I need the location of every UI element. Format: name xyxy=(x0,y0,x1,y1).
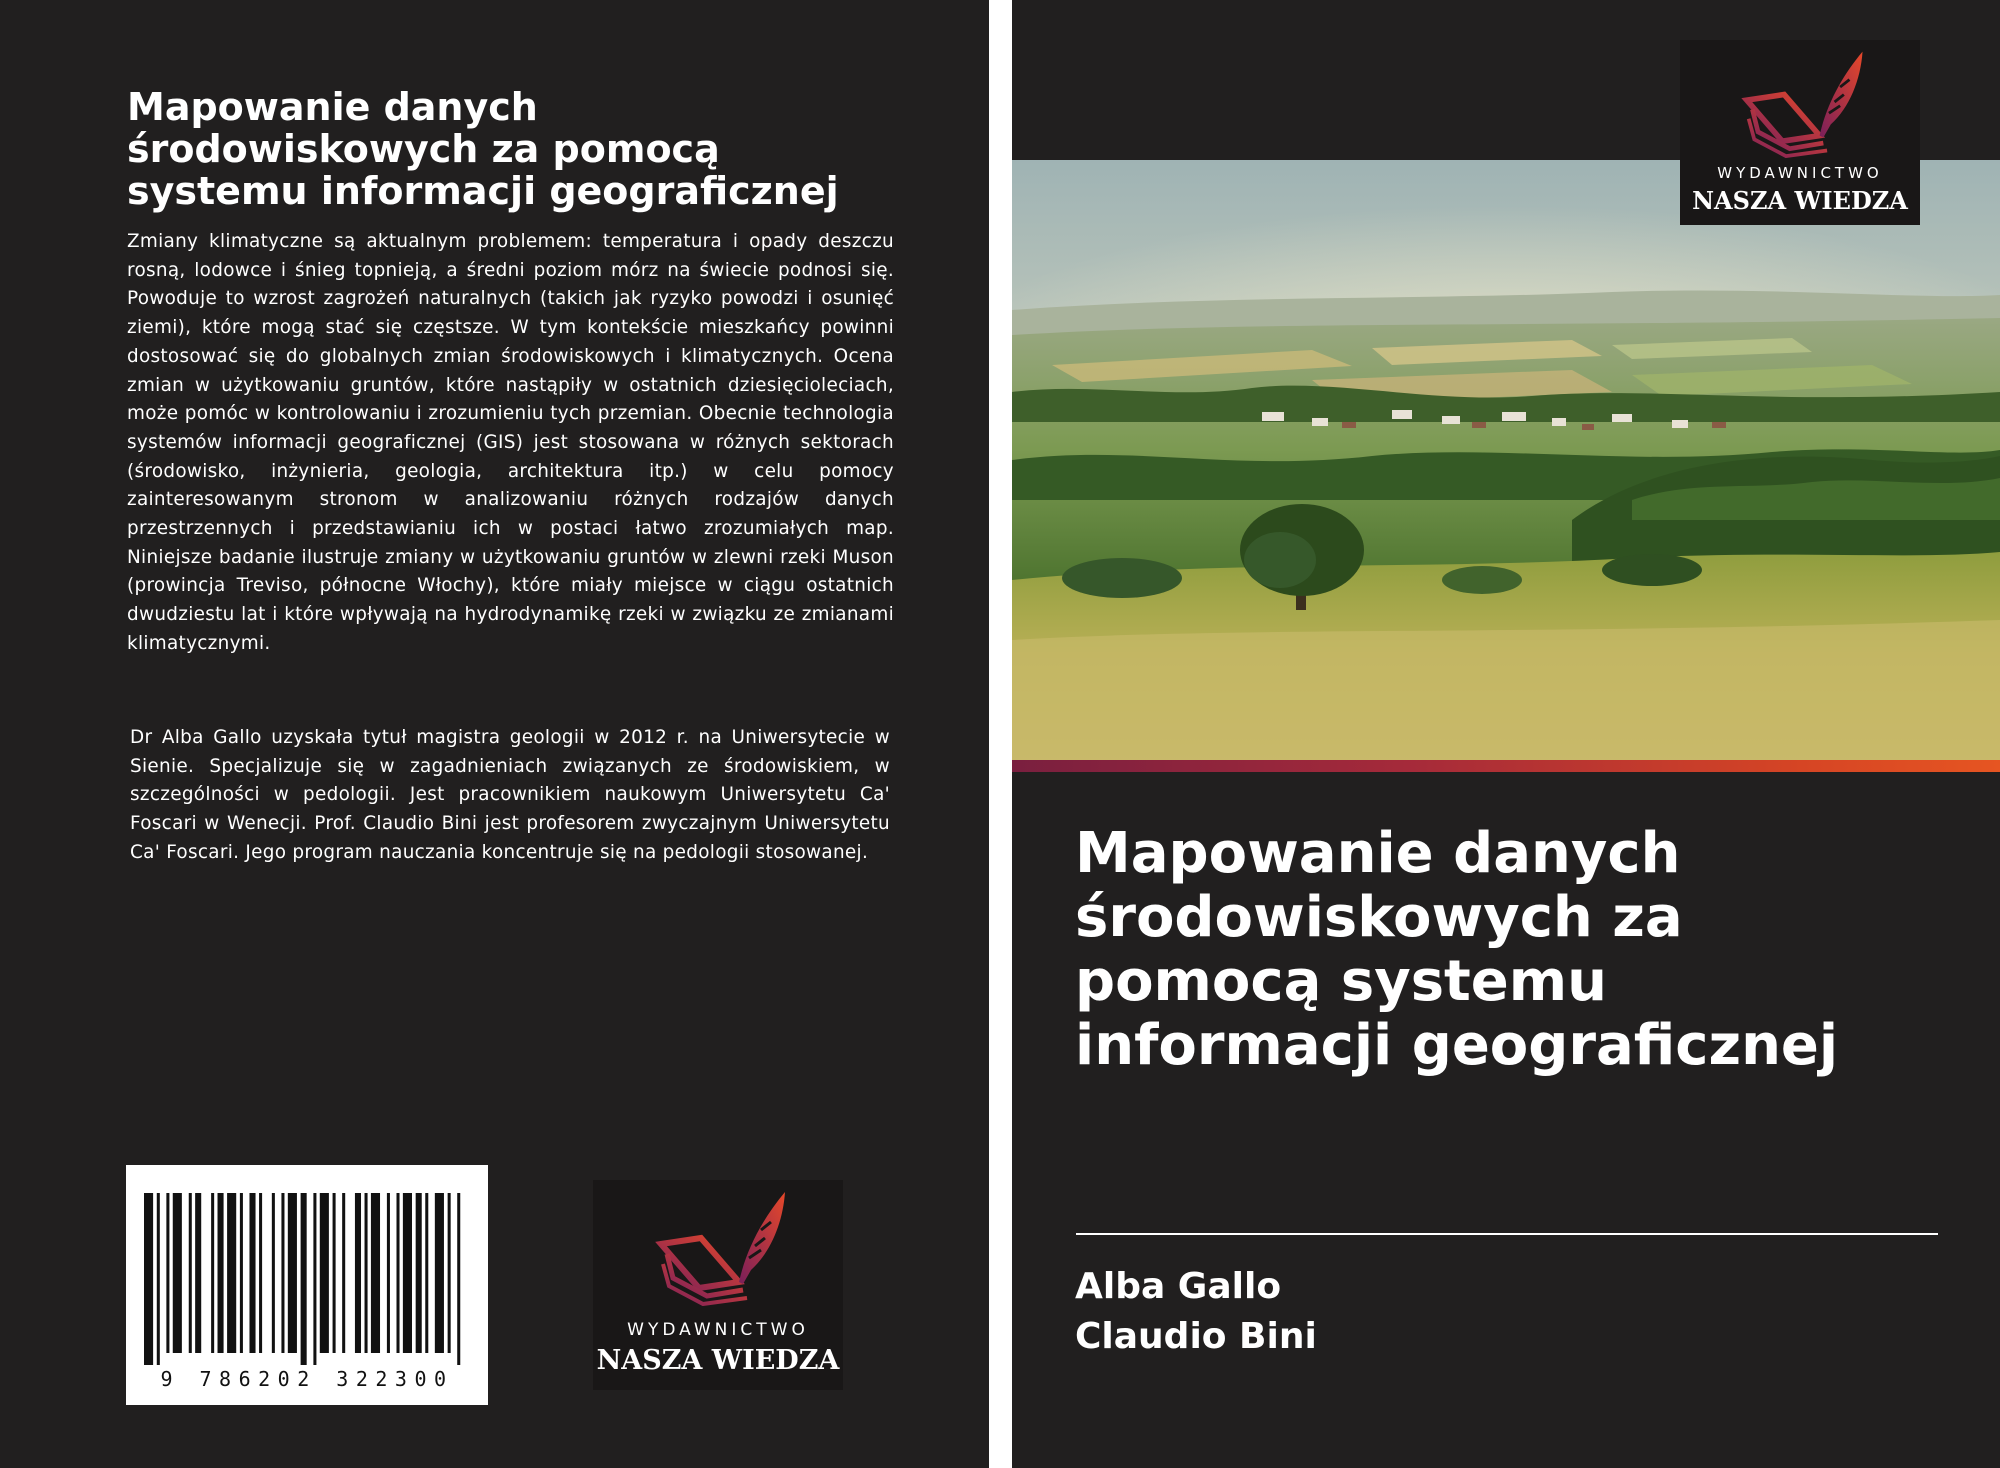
publisher-name: NASZA WIEDZA xyxy=(1692,186,1908,215)
barcode-bar xyxy=(157,1193,160,1365)
barcode-bar xyxy=(448,1193,451,1353)
back-cover-title xyxy=(127,86,927,212)
back-title-line: systemu informacji geograficznej xyxy=(127,169,839,213)
accent-stripe xyxy=(1012,760,2000,772)
barcode-bar xyxy=(435,1193,444,1353)
barcode-bar xyxy=(333,1193,336,1353)
publisher-name: NASZA WIEDZA xyxy=(596,1345,840,1376)
front-title-line: środowiskowych za xyxy=(1075,885,1683,950)
book-quill-icon xyxy=(1730,46,1870,158)
back-title-line: Mapowanie danych xyxy=(127,85,538,129)
barcode-bar xyxy=(288,1193,297,1353)
barcode-bar xyxy=(355,1193,361,1353)
author-name: Claudio Bini xyxy=(1075,1316,1317,1357)
barcode-bar xyxy=(387,1193,390,1353)
barcode-bar xyxy=(342,1193,345,1353)
book-quill-icon xyxy=(643,1186,793,1306)
barcode-bar xyxy=(166,1193,169,1353)
barcode-bar xyxy=(416,1193,422,1353)
barcode-bar xyxy=(425,1193,428,1353)
publisher-logo-back xyxy=(593,1180,843,1390)
barcode-bar xyxy=(211,1193,214,1353)
barcode-bar xyxy=(371,1193,380,1353)
barcode-bar xyxy=(195,1193,201,1353)
barcode-bar xyxy=(403,1193,412,1353)
barcode-bar xyxy=(227,1193,236,1353)
back-cover-blurb: Zmiany klimatyczne są aktualnym problemem: temperatura i opady deszczu rosną, lodowce i śnieg topnieją, a średni poziom mórz na świecie podnosi się. Powoduje to wzrost zagrożeń naturalnych (takich jak ryzyko powodzi i osunięć ziemi), które mogą stać się częstsze. W tym kontekście mieszkańcy powinni dostosować się do globalnych zmian środowiskowych i klimatycznych. Ocena zmian w użytkowaniu gruntów, które nastąpiły w ostatnich dziesięcioleciach, może pomóc w kontrolowaniu i zrozumieniu tych przemian. Obecnie technologia systemów informacji geograficznej (GIS) jest stosowana w różnych sektorach (środowisko, inżynieria, geologia, architektura itp.) w celu pomocy zainteresowanym stronom w analizowaniu różnych rodzajów danych przestrzennych i przedstawianiu ich w postaci łatwo zrozumiałych map. Niniejsze badanie ilustruje zmiany w użytkowaniu gruntów w zlewni rzeki Muson (prowincja Treviso, północne Włochy), które miały miejsce w ciągu ostatnich dwudziestu lat i które wpływają na hydrodynamikę rzeki w związku ze zmianami klimatycznymi. xyxy=(127,231,894,654)
landscape-photo xyxy=(1012,160,2000,760)
author-bio: Dr Alba Gallo uzyskała tytuł magistra geologii w 2012 r. na Uniwersytecie w Sienie. Specjalizuje się w zagadnieniach związanych ze środowiskiem, w szczególności w pedologii. Jest pracownikiem naukowym Uniwersytetu Ca' Foscari w Wenecji. Prof. Claudio Bini jest profesorem zwyczajnym Uniwersytetu Ca' Foscari. Jego program nauczania koncentruje się na pedologii stosowanej. xyxy=(130,727,890,863)
barcode-bar xyxy=(218,1193,224,1353)
isbn-barcode xyxy=(126,1165,488,1405)
barcode-bar xyxy=(144,1193,153,1365)
barcode-bar xyxy=(189,1193,192,1353)
barcode-bars xyxy=(144,1193,470,1365)
barcode-bar xyxy=(320,1193,329,1353)
barcode-bar xyxy=(259,1193,262,1353)
barcode-bar xyxy=(272,1193,275,1353)
back-title-line: środowiskowych za pomocą xyxy=(127,127,720,171)
publisher-name-small: WYDAWNICTWO xyxy=(1717,164,1883,182)
publisher-name-small: WYDAWNICTWO xyxy=(627,1320,809,1340)
divider-line xyxy=(1076,1233,1938,1235)
publisher-logo-front xyxy=(1680,40,1920,225)
barcode-bar xyxy=(240,1193,243,1353)
isbn-number: 9 786202 322300 xyxy=(160,1367,454,1391)
barcode-bar xyxy=(301,1193,307,1365)
front-cover-title xyxy=(1075,822,1955,1078)
front-title-line: pomocą systemu xyxy=(1075,949,1607,1014)
barcode-bar xyxy=(457,1193,460,1365)
barcode-bar xyxy=(313,1193,316,1365)
barcode-bar xyxy=(173,1193,182,1353)
barcode-bar xyxy=(396,1193,399,1353)
barcode-bar xyxy=(365,1193,368,1353)
barcode-bar xyxy=(249,1193,255,1353)
front-title-line: Mapowanie danych xyxy=(1075,821,1681,886)
front-cover xyxy=(1012,0,2000,1468)
barcode-bar xyxy=(281,1193,284,1353)
back-cover xyxy=(0,0,989,1468)
front-title-line: informacji geograficznej xyxy=(1075,1013,1839,1078)
author-name: Alba Gallo xyxy=(1075,1266,1282,1307)
